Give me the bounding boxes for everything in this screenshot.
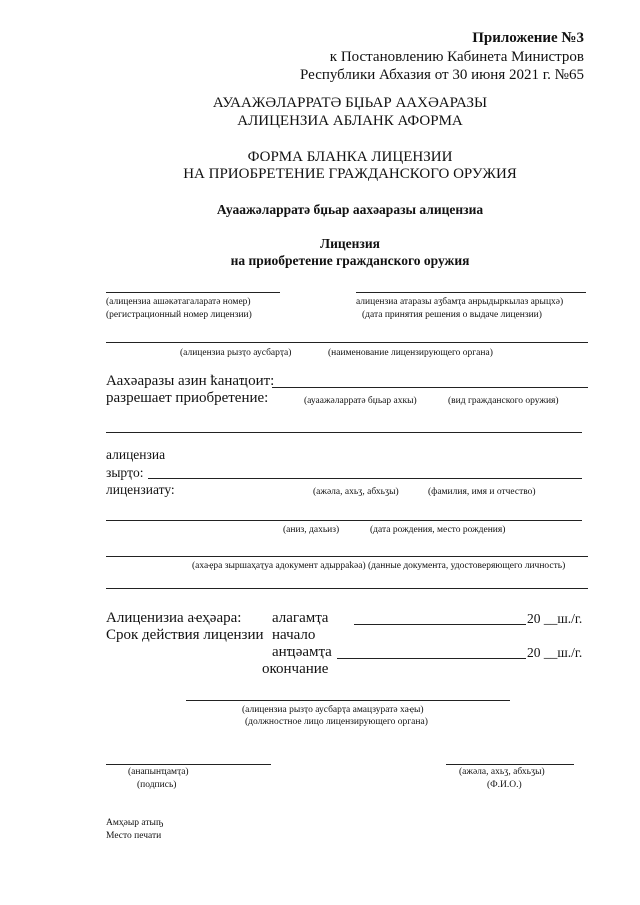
birth-label-abkhaz: (аниз, дахьиз) bbox=[283, 525, 340, 535]
term-label-abkhaz: Алиценизиа аҽҳәара: bbox=[106, 610, 242, 626]
licensing-organ-label-ru: (наименование лицензирующего органа) bbox=[328, 348, 493, 358]
reg-number-line bbox=[106, 292, 280, 293]
licensing-organ-line bbox=[106, 342, 588, 343]
identity-document-label: (ахаҿра зыршаҳаҭуа адокумент адырраҟәа) (данные документа, удостоверяющего личность) bbox=[192, 561, 566, 571]
birth-line bbox=[106, 520, 582, 521]
seal-label-abkhaz: Амҳәыр атыҧ bbox=[106, 818, 164, 828]
licensee-name-line bbox=[148, 478, 582, 479]
identity-document-line bbox=[106, 556, 588, 557]
title-russian-2: НА ПРИОБРЕТЕНИЕ ГРАЖДАНСКОГО ОРУЖИЯ bbox=[183, 166, 517, 182]
reg-number-label-ru: (регистрационный номер лицензии) bbox=[106, 310, 252, 320]
official-label-abkhaz: (алицензиа рызҭо аусбарҭа амацзуратә хаҿы) bbox=[242, 705, 424, 715]
identity-document-extra-line bbox=[106, 588, 588, 589]
reg-number-label-abkhaz: (алицензиа ашәкәтагаларатә номер) bbox=[106, 297, 251, 307]
weapon-type-label-ru: (вид гражданского оружия) bbox=[448, 396, 559, 406]
signature-line bbox=[106, 764, 271, 765]
license-abkhaz-heading: Ауаажәларратә бџьар аахәаразы алицензиа bbox=[216, 202, 484, 217]
term-start-year: 20 __ш./г. bbox=[527, 611, 583, 626]
allows-label-abkhaz: Аахәаразы азин ҟанаҵоит: bbox=[106, 373, 275, 389]
weapon-extra-line bbox=[106, 432, 582, 433]
appendix-title: Приложение №3 bbox=[472, 30, 584, 46]
license-subheading: на приобретение гражданского оружия bbox=[230, 253, 470, 268]
term-end-date-line bbox=[337, 658, 526, 659]
licensee-label-abkhaz-1: алицензиа bbox=[106, 447, 166, 462]
licensee-name-label-ru: (фамилия, имя и отчество) bbox=[428, 487, 536, 497]
signature-label-abkhaz: (анапынҵамҭа) bbox=[128, 767, 189, 777]
term-start-abkhaz: алагамҭа bbox=[272, 610, 329, 626]
appendix-line-2: Республики Абхазия от 30 июня 2021 г. №65 bbox=[300, 67, 584, 83]
decision-date-line bbox=[356, 292, 586, 293]
licensee-label-ru: лицензиату: bbox=[106, 482, 175, 497]
term-start-ru: начало bbox=[272, 627, 316, 643]
term-start-date-line bbox=[354, 624, 526, 625]
birth-label-ru: (дата рождения, место рождения) bbox=[370, 525, 506, 535]
licensee-name-label-abkhaz: (ажәла, ахьӡ, абхьӡы) bbox=[313, 487, 399, 497]
licensee-label-abkhaz-2: зырҭо: bbox=[106, 465, 144, 480]
fio-label-ru: (Ф.И.О.) bbox=[487, 780, 522, 790]
fio-label-abkhaz: (ажәла, ахьӡ, абхьӡы) bbox=[459, 767, 545, 777]
fio-line bbox=[446, 764, 574, 765]
decision-date-label-ru: (дата принятия решения о выдаче лицензии) bbox=[362, 310, 542, 320]
title-abkhaz-2: АЛИЦЕНЗИА АБЛАНК АФОРМА bbox=[237, 113, 463, 129]
allows-label-ru: разрешает приобретение: bbox=[106, 390, 269, 406]
seal-label-ru: Место печати bbox=[106, 831, 162, 841]
weapon-type-line bbox=[272, 387, 588, 388]
appendix-line-1: к Постановлению Кабинета Министров bbox=[329, 49, 584, 65]
term-end-year: 20 __ш./г. bbox=[527, 645, 583, 660]
official-line bbox=[186, 700, 510, 701]
official-label-ru: (должностное лицо лицензирующего органа) bbox=[245, 717, 428, 727]
license-heading: Лицензия bbox=[320, 236, 380, 251]
decision-date-label-abkhaz: алицензиа атаразы аӡбамҭа анрыдыркылаз арыцхә) bbox=[356, 297, 564, 307]
term-end-ru: окончание bbox=[262, 661, 329, 677]
term-end-abkhaz: анҵәамҭа bbox=[272, 644, 332, 660]
weapon-type-label-abkhaz: (ауаажәларратә бџьар ахкы) bbox=[304, 396, 417, 406]
signature-label-ru: (подпись) bbox=[137, 780, 177, 790]
licensing-organ-label-abkhaz: (алицензиа рызҭо аусбарҭа) bbox=[180, 348, 292, 358]
title-abkhaz-1: АУААЖӘЛАРРАТӘ БЏЬАР ААХӘАРАЗЫ bbox=[212, 95, 488, 111]
term-label-ru: Срок действия лицензии bbox=[106, 627, 264, 643]
title-russian-1: ФОРМА БЛАНКА ЛИЦЕНЗИИ bbox=[247, 149, 453, 165]
